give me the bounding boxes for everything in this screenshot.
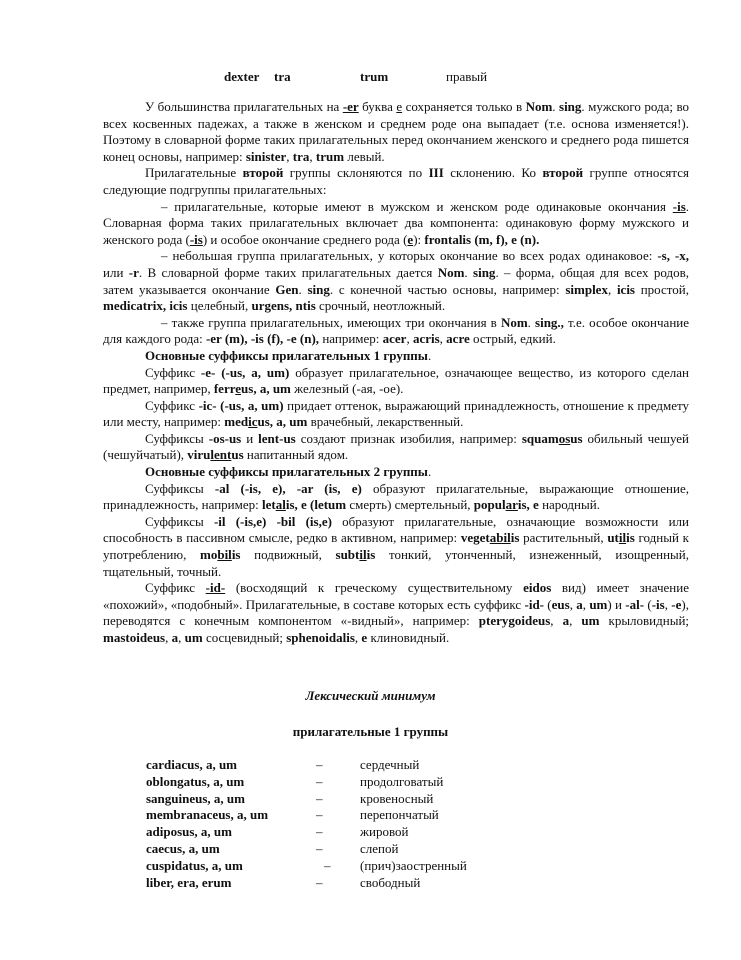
header-translation: правый [446, 69, 488, 84]
term-sing: sing [473, 264, 496, 280]
text: простой, [635, 281, 689, 297]
vocab-term: liber, era, erum [146, 874, 232, 890]
text: ( [644, 596, 652, 612]
text: образуют прилагательные, означающие возможности или способность в пассивном смысле, редко в активном, например: [103, 513, 689, 546]
text: . с конечной частью основы, например: [329, 281, 566, 297]
term-squamosus: squam [521, 430, 559, 446]
text: сохраняется только в [402, 99, 526, 114]
term-virulentus: viru [187, 447, 211, 463]
vocab-term: cuspidatus, a, um [146, 857, 243, 873]
text: железный (-ая, -ое). [290, 381, 404, 397]
vocabulary-row [146, 757, 566, 774]
text: , [569, 596, 577, 612]
text: годный к употреблению, [103, 530, 689, 563]
header-word-dexter: dexter [224, 69, 260, 84]
text: Суффиксы [145, 430, 209, 446]
suffix-highlight: il [618, 530, 627, 546]
heading-text: Основные суффиксы прилагательных 2 группы [145, 464, 428, 480]
vocab-dash: – [324, 857, 331, 873]
term-gen: Gen [275, 281, 299, 297]
term-acer: acer [382, 331, 407, 347]
term-iii: III [428, 165, 444, 181]
vocab-translation: продолговатый [360, 773, 444, 789]
vocabulary-list [146, 757, 566, 891]
term-eidos: eidos [523, 580, 552, 596]
suffix-highlight: os [558, 430, 571, 446]
vocab-translation: перепончатый [360, 807, 439, 823]
term-a: a [171, 630, 179, 645]
term-a: a [562, 613, 570, 629]
text: . В словарной форме таких прилагательных дается [138, 264, 438, 280]
text: Суффиксы [145, 480, 215, 496]
text: , [354, 630, 362, 645]
text: . [552, 99, 560, 114]
term-suffix-lent: lent-us [258, 430, 296, 446]
suffix-er: -er [342, 99, 359, 114]
suffix-is: -is [672, 198, 686, 214]
paragraph-suffix-id [103, 580, 689, 646]
vocab-term: caecus, a, um [146, 840, 220, 856]
suffix-highlight: ic [248, 414, 258, 430]
paragraph-subgroup-three-endings [103, 315, 689, 348]
term-simplex: simplex [565, 281, 608, 297]
text: , [550, 613, 563, 629]
text: . [427, 464, 432, 480]
text: например: [319, 331, 383, 347]
text: , [406, 331, 413, 347]
text: , [286, 148, 293, 164]
text: ( [544, 596, 552, 612]
vocab-translation: (прич)заостренный [360, 857, 467, 873]
term-mobilis: mo [200, 547, 218, 563]
text: крыловидный; [599, 613, 690, 629]
term-suffix-al: -al- [625, 596, 645, 612]
paragraph-suffix-il-bil [103, 514, 689, 580]
text: . Словарная форма таких прилагательных включает два компонента: одинаковую форму мужского и женского рода ( [103, 198, 689, 247]
suffix-highlight: bil [217, 547, 232, 563]
term-sing: sing., [535, 314, 564, 330]
text: ), переводятся с конечным компонентом «-видный», например: [103, 596, 689, 629]
text: У большинства прилагательных на [145, 99, 343, 114]
term-urgens: urgens, ntis [251, 298, 316, 314]
term-medicatrix: medicatrix, icis [103, 298, 188, 314]
text: Суффикс [145, 580, 206, 596]
text: ) и [607, 596, 626, 612]
term-mastoideus: mastoideus [103, 630, 166, 645]
text: Суффикс [145, 364, 201, 380]
suffix-is: -is [189, 231, 203, 247]
term-nom: Nom [437, 264, 465, 280]
text: врачебный, лекарственный. [307, 414, 464, 430]
text: – прилагательные, которые имеют в мужском и женском роде одинаковые окончания [161, 198, 673, 214]
suffix-highlight: il [359, 547, 367, 563]
body-text [103, 99, 689, 647]
term-endings: -er (m), -is (f), -e (n), [205, 331, 320, 347]
vocab-dash: – [316, 757, 323, 772]
term-second: второй [542, 165, 584, 181]
vocab-translation: свободный [360, 874, 421, 890]
text: Суффиксы [145, 513, 214, 529]
paragraph-subgroup-is [103, 199, 689, 249]
term-ferreus: us, a, um [241, 381, 291, 397]
vocab-translation: слепой [360, 840, 399, 856]
term-suffix-il-bil: -il (-is,e) -bil (is,e) [213, 513, 332, 529]
term-is: -is [651, 596, 665, 612]
text: и [241, 430, 259, 446]
paragraph-er-adjectives [103, 99, 689, 165]
vocab-term: oblongatus, a, um [146, 773, 245, 789]
term-e: -e [671, 596, 682, 612]
text: склонению. Ко [443, 165, 543, 181]
text: народный. [538, 497, 600, 513]
term-nom: Nom [500, 314, 528, 330]
text: тонкий, утонченный, изнеженный, изощренный, тщательный, точный. [103, 547, 689, 579]
text: , [178, 630, 185, 645]
text: сосцевидный; [202, 630, 287, 645]
vocab-term: sanguineus, a, um [146, 790, 245, 806]
text: Суффикс [145, 397, 199, 413]
suffix-highlight: lent [210, 447, 232, 463]
term-popularis: is, e [517, 497, 539, 513]
text: группы склоняются по [283, 165, 429, 181]
text: , [309, 148, 316, 164]
text: напитанный ядом. [243, 447, 349, 463]
suffix-highlight: e [235, 381, 242, 397]
text: . [464, 264, 474, 280]
header-word-trum: trum [360, 69, 389, 84]
term-second: второй [242, 165, 284, 181]
suffix-highlight: ar [505, 497, 518, 513]
term-suffix-al-ar: -al (-is, e), -ar (is, e) [214, 480, 362, 496]
paragraph-suffix-ic [103, 398, 689, 431]
term-nom: Nom [525, 99, 553, 114]
vocab-term: adiposus, a, um [146, 824, 232, 840]
vocab-term: cardiacus, a, um [146, 757, 237, 772]
vocabulary-row [146, 807, 566, 824]
text: – также группа прилагательных, имеющих три окончания в [161, 314, 501, 330]
vocabulary-row [146, 791, 566, 808]
vocab-translation: сердечный [360, 757, 420, 772]
text: , [439, 331, 447, 347]
term-medicus: us, a, um [257, 414, 308, 430]
term-endings: -s, -x, [657, 248, 690, 264]
term-subtilis: subt [335, 547, 360, 563]
vocabulary-row [146, 774, 566, 791]
text: обильный чешуей (чешуйчатый), [103, 430, 690, 463]
header-word-tra: tra [274, 69, 291, 84]
text: , [607, 281, 617, 297]
term-um: um [589, 596, 608, 612]
term-virulentus: us [231, 447, 244, 463]
term-suffix-id: -id- [524, 596, 544, 612]
term-ferreus: ferr [213, 381, 236, 397]
text: смерть) смертельный, [346, 497, 474, 513]
text: вид) имеет значение «похожий», «подобный». Прилагательные, в составе которых есть суффикс [103, 580, 689, 612]
text: срочный, неотложный. [315, 298, 446, 314]
text: или [103, 264, 129, 280]
example-line [0, 69, 741, 87]
term-acre: acre [446, 331, 470, 347]
text: ): [413, 231, 425, 247]
text: . [427, 347, 432, 363]
term-icis: icis [616, 281, 635, 297]
paragraph-suffix-os-lent [103, 431, 689, 464]
vocabulary-row [146, 824, 566, 841]
text: создают признак изобилия, например: [295, 430, 522, 446]
vocab-dash: – [316, 824, 323, 840]
term-utilis: is [626, 530, 635, 546]
vocabulary-subheading: прилагательные 1 группы [292, 724, 449, 739]
text: образует прилагательное, означающее вещество, из которого сделан предмет, например, [103, 364, 690, 397]
suffix-highlight: al [275, 497, 286, 513]
text: . – форма, общая для всех родов, затем указывается окончание [103, 264, 689, 297]
text: клиновидный. [367, 630, 450, 645]
term-squamosus: us [570, 430, 583, 446]
vocab-dash: – [316, 773, 323, 789]
term-sing: sing [559, 99, 582, 114]
term-e: e [361, 630, 368, 645]
text: . мужского рода; во всех косвенных падежах, а также в женском и среднем роде она выпадает (т.е. основа изменяется!). Поэтому в словарной форме таких прилагательных перед окончанием женского и среднего рода пишется конец основы, например: [103, 99, 690, 164]
text: , [569, 613, 582, 629]
term-pterygoideus: pterygoideus [478, 613, 551, 629]
term-r: -r [128, 264, 139, 280]
paragraph-suffix-al-ar [103, 481, 689, 514]
term-um: um [581, 613, 600, 629]
term-a: a [576, 596, 583, 612]
letter-e: e [396, 99, 403, 114]
text: – небольшая группа прилагательных, у которых окончание во всех родах одинаковое: [161, 248, 658, 264]
text: подвижный, [240, 547, 336, 563]
term-suffix-ic: -ic- (-us, a, um) [198, 397, 284, 413]
term-acris: acris [412, 331, 440, 347]
text: острый, едкий. [469, 331, 556, 347]
term-utilis: ut [607, 530, 619, 546]
vocabulary-row [146, 841, 566, 858]
vocab-translation: жировой [360, 824, 409, 840]
heading-text: Основные суффиксы прилагательных 1 группы [145, 347, 428, 363]
text: Прилагательные [145, 165, 243, 181]
term-sinister: sinister [245, 148, 287, 164]
text: ) и особое окончание среднего рода ( [202, 231, 408, 247]
vocab-term: membranaceus, a, um [146, 807, 269, 823]
term-frontalis: frontalis (m, f), e (n). [424, 231, 540, 247]
vocab-translation: кровеносный [360, 790, 434, 806]
text: (восходящий к греческому существительному [225, 580, 524, 596]
text: , [582, 596, 590, 612]
text: образуют прилагательные, выражающие отношение, принадлежность, например: [103, 480, 689, 513]
text: , [165, 630, 172, 645]
vocabulary-row [146, 875, 566, 892]
paragraph-subgroup-one-ending [103, 248, 689, 314]
term-sphenoidalis: sphenoidalis [286, 630, 355, 645]
section-heading-group1-suffixes [103, 348, 689, 365]
text: группе относятся следующие подгруппы прилагательных: [103, 165, 689, 197]
text: . [298, 281, 308, 297]
ending-e: e [407, 231, 414, 247]
paragraph-second-group [103, 165, 689, 198]
suffix-id: -id- [205, 580, 226, 596]
term-eus: eus [551, 596, 570, 612]
vocab-dash: – [316, 874, 323, 890]
term-sing: sing [307, 281, 330, 297]
term-mobilis: is [231, 547, 241, 563]
text: буква [358, 99, 397, 114]
text: т.е. особое окончание для каждого рода: [103, 314, 690, 347]
term-subtilis: is [366, 547, 376, 563]
term-vegetabilis: is [510, 530, 520, 546]
term-medicus: med [224, 414, 249, 430]
term-letalis: let [261, 497, 276, 513]
vocab-dash: – [316, 840, 323, 856]
term-popularis: popul [473, 497, 506, 513]
term-letalis: is, e (letum [285, 497, 347, 513]
term-tra: tra [292, 148, 310, 164]
term-vegetabilis: veget [460, 530, 490, 546]
term-um: um [184, 630, 203, 645]
suffix-highlight: abil [489, 530, 511, 546]
text: . [527, 314, 536, 330]
vocab-dash: – [316, 790, 323, 806]
section-heading-group2-suffixes [103, 464, 689, 481]
vocab-dash: – [316, 807, 323, 823]
text: , [664, 596, 672, 612]
term-suffix-e: -e- (-us, a, um) [200, 364, 290, 380]
vocabulary-row [146, 858, 566, 875]
text: целебный, [187, 298, 252, 314]
text: растительный, [519, 530, 608, 546]
lexical-minimum-title: Лексический минимум [305, 688, 436, 703]
term-trum: trum [315, 148, 345, 164]
text: левый. [344, 148, 385, 164]
text: придает оттенок, выражающий принадлежность, отношение к предмету или месту, например: [103, 397, 689, 430]
term-suffix-os: -os-us [208, 430, 242, 446]
paragraph-suffix-e [103, 365, 689, 398]
